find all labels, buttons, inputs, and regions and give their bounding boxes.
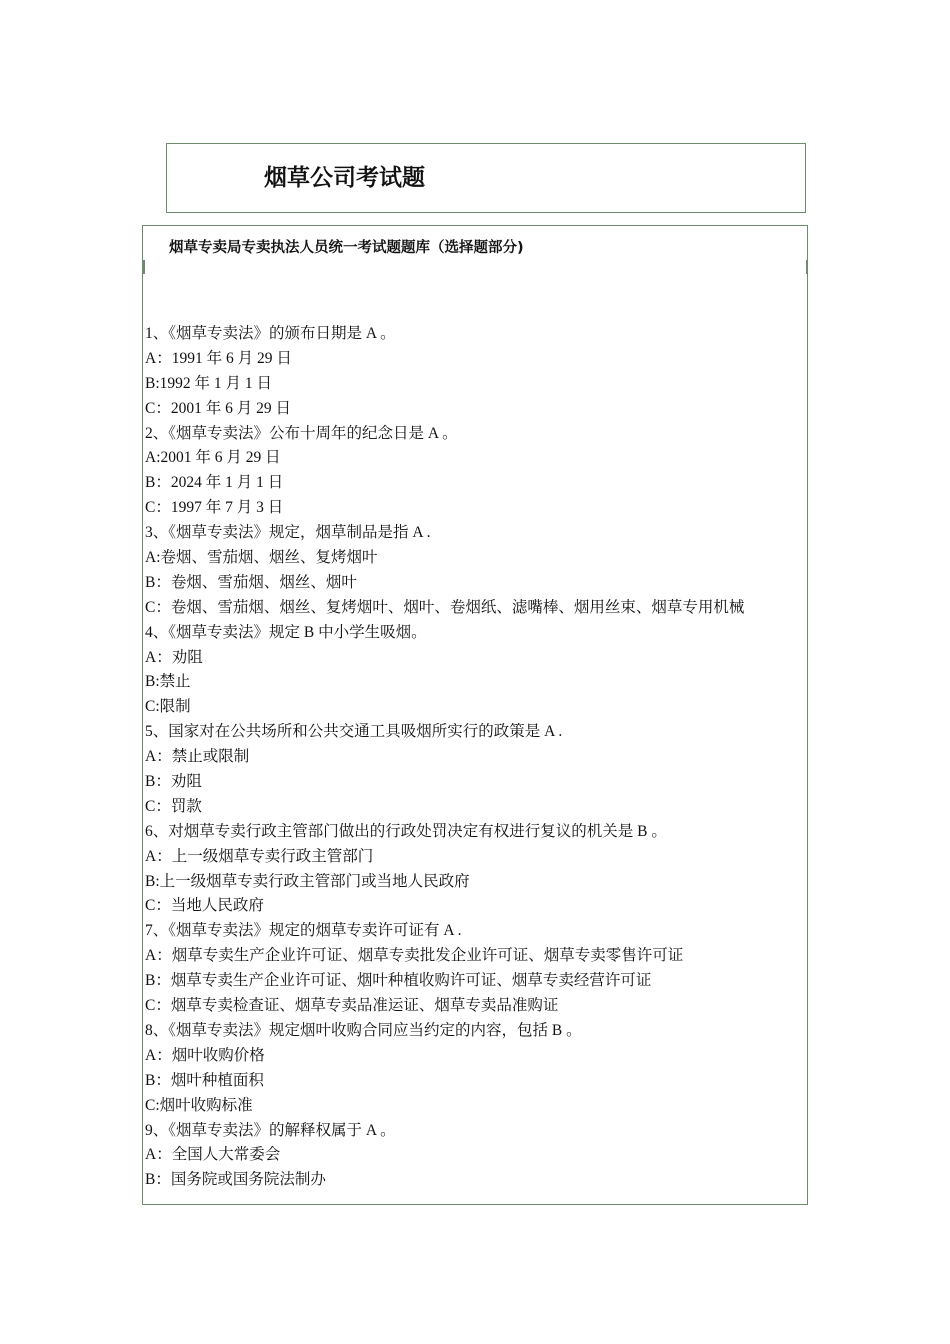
border-mark-left <box>143 260 145 274</box>
option-line: B：烟叶种植面积 <box>145 1071 264 1089</box>
question-line: 6、对烟草专卖行政主管部门做出的行政处罚决定有权进行复议的机关是 B 。 <box>145 822 667 840</box>
option-line: B:1992 年 1 月 1 日 <box>145 374 273 392</box>
option-line: A：上一级烟草专卖行政主管部门 <box>145 847 374 865</box>
option-line: C：卷烟、雪茄烟、烟丝、复烤烟叶、烟叶、卷烟纸、滤嘴棒、烟用丝束、烟草专用机械 <box>145 598 745 616</box>
question-line: 7、《烟草专卖法》规定的烟草专卖许可证有 A . <box>145 922 462 940</box>
question-bank-box <box>142 225 808 1205</box>
option-line: A：烟草专卖生产企业许可证、烟草专卖批发企业许可证、烟草专卖零售许可证 <box>145 947 684 965</box>
option-line: B：烟草专卖生产企业许可证、烟叶种植收购许可证、烟草专卖经营许可证 <box>145 972 652 990</box>
border-mark-right <box>806 260 808 274</box>
document-subtitle: 烟草专卖局专卖执法人员统一考试题题库（选择题部分) <box>169 240 524 256</box>
option-line: C：烟草专卖检查证、烟草专卖品准运证、烟草专卖品准购证 <box>145 997 559 1015</box>
option-line: C:限制 <box>145 698 191 716</box>
question-line: 1、《烟草专卖法》的颁布日期是 A 。 <box>145 325 396 342</box>
option-line: A:卷烟、雪茄烟、烟丝、复烤烟叶 <box>145 549 378 567</box>
question-line: 5、国家对在公共场所和公共交通工具吸烟所实行的政策是 A . <box>145 723 563 741</box>
question-line: 9、《烟草专卖法》的解释权属于 A 。 <box>145 1121 396 1139</box>
question-list <box>145 322 744 1193</box>
option-line: C:烟叶收购标准 <box>145 1096 253 1114</box>
option-line: B：劝阻 <box>145 773 202 791</box>
question-line: 8、《烟草专卖法》规定烟叶收购合同应当约定的内容，包括 B 。 <box>145 1021 582 1039</box>
option-line: B:禁止 <box>145 673 191 691</box>
option-line: A:2001 年 6 月 29 日 <box>145 449 281 467</box>
document-title: 烟草公司考试题 <box>264 165 425 191</box>
option-line: C：罚款 <box>145 797 202 815</box>
option-line: C：当地人民政府 <box>145 897 264 915</box>
option-line: B：卷烟、雪茄烟、烟丝、烟叶 <box>145 573 357 591</box>
option-line: B：国务院或国务院法制办 <box>145 1171 326 1189</box>
option-line: A：1991 年 6 月 29 日 <box>145 349 292 367</box>
option-line: B:上一级烟草专卖行政主管部门或当地人民政府 <box>145 872 470 890</box>
option-line: B：2024 年 1 月 1 日 <box>145 474 284 492</box>
option-line: A：劝阻 <box>145 648 203 666</box>
option-line: C：2001 年 6 月 29 日 <box>145 399 291 417</box>
question-line: 2、《烟草专卖法》公布十周年的纪念日是 A 。 <box>145 424 458 442</box>
question-line: 3、《烟草专卖法》规定，烟草制品是指 A . <box>145 524 431 542</box>
option-line: C：1997 年 7 月 3 日 <box>145 499 284 517</box>
option-line: A：烟叶收购价格 <box>145 1046 265 1064</box>
title-box <box>166 143 806 213</box>
question-line: 4、《烟草专卖法》规定 B 中小学生吸烟。 <box>145 623 427 641</box>
option-line: A：全国人大常委会 <box>145 1146 281 1164</box>
option-line: A：禁止或限制 <box>145 748 250 766</box>
